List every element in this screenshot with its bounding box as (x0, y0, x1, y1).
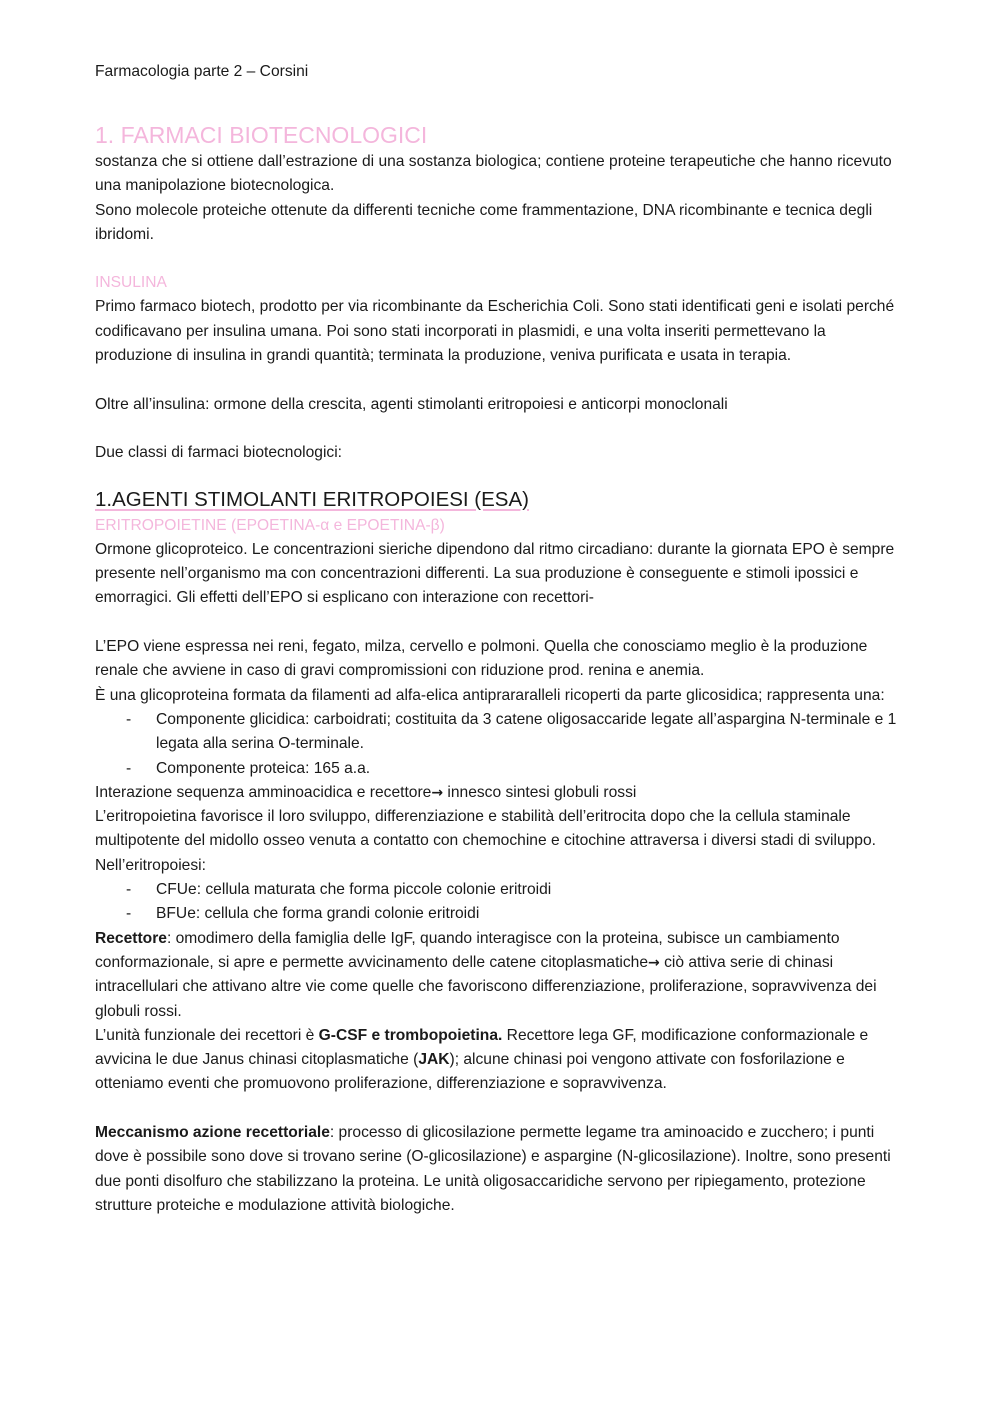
paragraph: L’eritropoietina favorisce il loro sviluppo, differenziazione e stabilità dell’eritrocita dopo che la cellula staminale multipotente del midollo osseo venuta a contatto con chemochine e citochine attraversa i diversi stadi di sviluppo. (95, 808, 876, 850)
arrow-right-icon: → (648, 954, 660, 971)
list-item: - CFUe: cellula maturata che forma piccole colonie eritroidi (95, 878, 907, 902)
arrow-right-icon: → (431, 784, 444, 801)
spacer (95, 417, 907, 441)
text-span: innesco sintesi globuli rossi (443, 783, 637, 801)
spacer (95, 611, 907, 635)
list-item: - Componente proteica: 165 a.a. (95, 757, 907, 781)
text-span: : processo di glicosilazione permette legame tra aminoacido e zucchero; i punti dove è possibile sono dove si trovano serine (O-glicosilazione) e aspargine (N-glicosilazione). Inoltre, sono presenti due ponti disolfuro che stabilizzano la proteina. Le unità oligosaccaridiche servono per ripiegamento, protezione strutture proteiche e modulazione attività biologiche. (95, 1123, 891, 1214)
paragraph: L’EPO viene espressa nei reni, fegato, milza, cervello e polmoni. Quella che conosciamo meglio è la produzione renale che avviene in caso di gravi compromissioni con riduzione prod. renina e anemia. (95, 638, 868, 680)
bullet-list-componenti (95, 708, 907, 781)
subheading-eritropoietine: ERITROPOIETINE (EPOETINA-α e EPOETINA-β) (95, 516, 445, 534)
text-span: Interazione sequenza amminoacidica e recettore (95, 783, 432, 801)
paragraph: Sono molecole proteiche ottenute da differenti tecniche come frammentazione, DNA ricombinante e tecnica degli ibridomi. (95, 201, 873, 243)
document-header: Farmacologia parte 2 – Corsini (95, 63, 309, 80)
spacer (95, 1097, 907, 1121)
paragraph: Nell’eritropoiesi: (95, 856, 206, 874)
paragraph: Due classi di farmaci biotecnologici: (95, 444, 343, 462)
list-item: - Componente glicidica: carboidrati; costituita da 3 catene oligosaccaride legate all’aspargina N-terminale e 1 legata alla serina O-terminale. (95, 708, 907, 757)
paragraph-unita-funzionale (95, 1024, 907, 1097)
paragraph: È una glicoproteina formata da filamenti ad alfa-elica antiprararalleli ricoperti da parte glicosidica; rappresenta una: (95, 686, 885, 704)
paragraph: Oltre all’insulina: ormone della crescita, agenti stimolanti eritropoiesi e anticorpi monoclonali (95, 395, 728, 413)
paragraph: Ormone glicoproteico. Le concentrazioni sieriche dipendono dal ritmo circadiano: durante la giornata EPO è sempre presente nell’organismo ma con concentrazioni differenti. La sua produzione è conseguente e stimoli ipossici e emorragici. Gli effetti dell’EPO si esplicano con interazione con recettori- (95, 540, 895, 607)
text-span: ciò attiva serie di chinasi intracellulari che attivano altre vie come quelle che favoriscono differenziazione, proliferazione, sopravvivenza dei globuli rossi. (95, 953, 877, 1020)
document-body (95, 60, 907, 1218)
bold-term-recettore: Recettore (95, 929, 167, 947)
paragraph-meccanismo (95, 1121, 907, 1218)
subheading-insulina: INSULINA (95, 274, 167, 292)
bullet-list-eritropoiesi (95, 878, 907, 927)
text-span: : omodimero della famiglia delle IgF, quando interagisce con la proteina, subisce un cambiamento conformazionale, si apre e permette avvicinamento delle catene citoplasmatiche (95, 929, 840, 971)
section-heading-esa: 1.AGENTI STIMOLANTI ERITROPOIESI (ESA) (95, 487, 529, 511)
paragraph: Primo farmaco biotech, prodotto per via ricombinante da Escherichia Coli. Sono stati identificati geni e isolati perché codificavano per insulina umana. Poi sono stati incorporati in plasmidi, e una volta inseriti permettevano la produzione di insulina in grandi quantità; terminata la produzione, veniva purificata e usata in terapia. (95, 298, 895, 365)
text-span: ); alcune chinasi poi vengono attivate con fosforilazione e otteniamo eventi che promuovono proliferazione, differenziazione e sopravvivenza. (95, 1051, 845, 1093)
text-span: L’unità funzionale dei recettori è (95, 1026, 319, 1044)
bold-term-gcsf: G-CSF e trombopoietina. (318, 1026, 503, 1044)
paragraph-interazione (95, 781, 907, 805)
paragraph-recettore (95, 927, 907, 1024)
spacer (95, 368, 907, 392)
bold-term-meccanismo: Meccanismo azione recettoriale (95, 1123, 330, 1141)
section-heading-farmaci-biotecnologici: 1. FARMACI BIOTECNOLOGICI (95, 122, 428, 148)
paragraph: sostanza che si ottiene dall’estrazione di una sostanza biologica; contiene proteine terapeutiche che hanno ricevuto una manipolazione biotecnologica. (95, 153, 892, 195)
text-span: Recettore lega GF, modificazione conformazionale e avvicina le due Janus chinasi citoplasmatiche ( (95, 1026, 869, 1069)
list-item: - BFUe: cellula che forma grandi colonie eritroidi (95, 902, 907, 926)
bold-term-jak: JAK (418, 1051, 450, 1069)
